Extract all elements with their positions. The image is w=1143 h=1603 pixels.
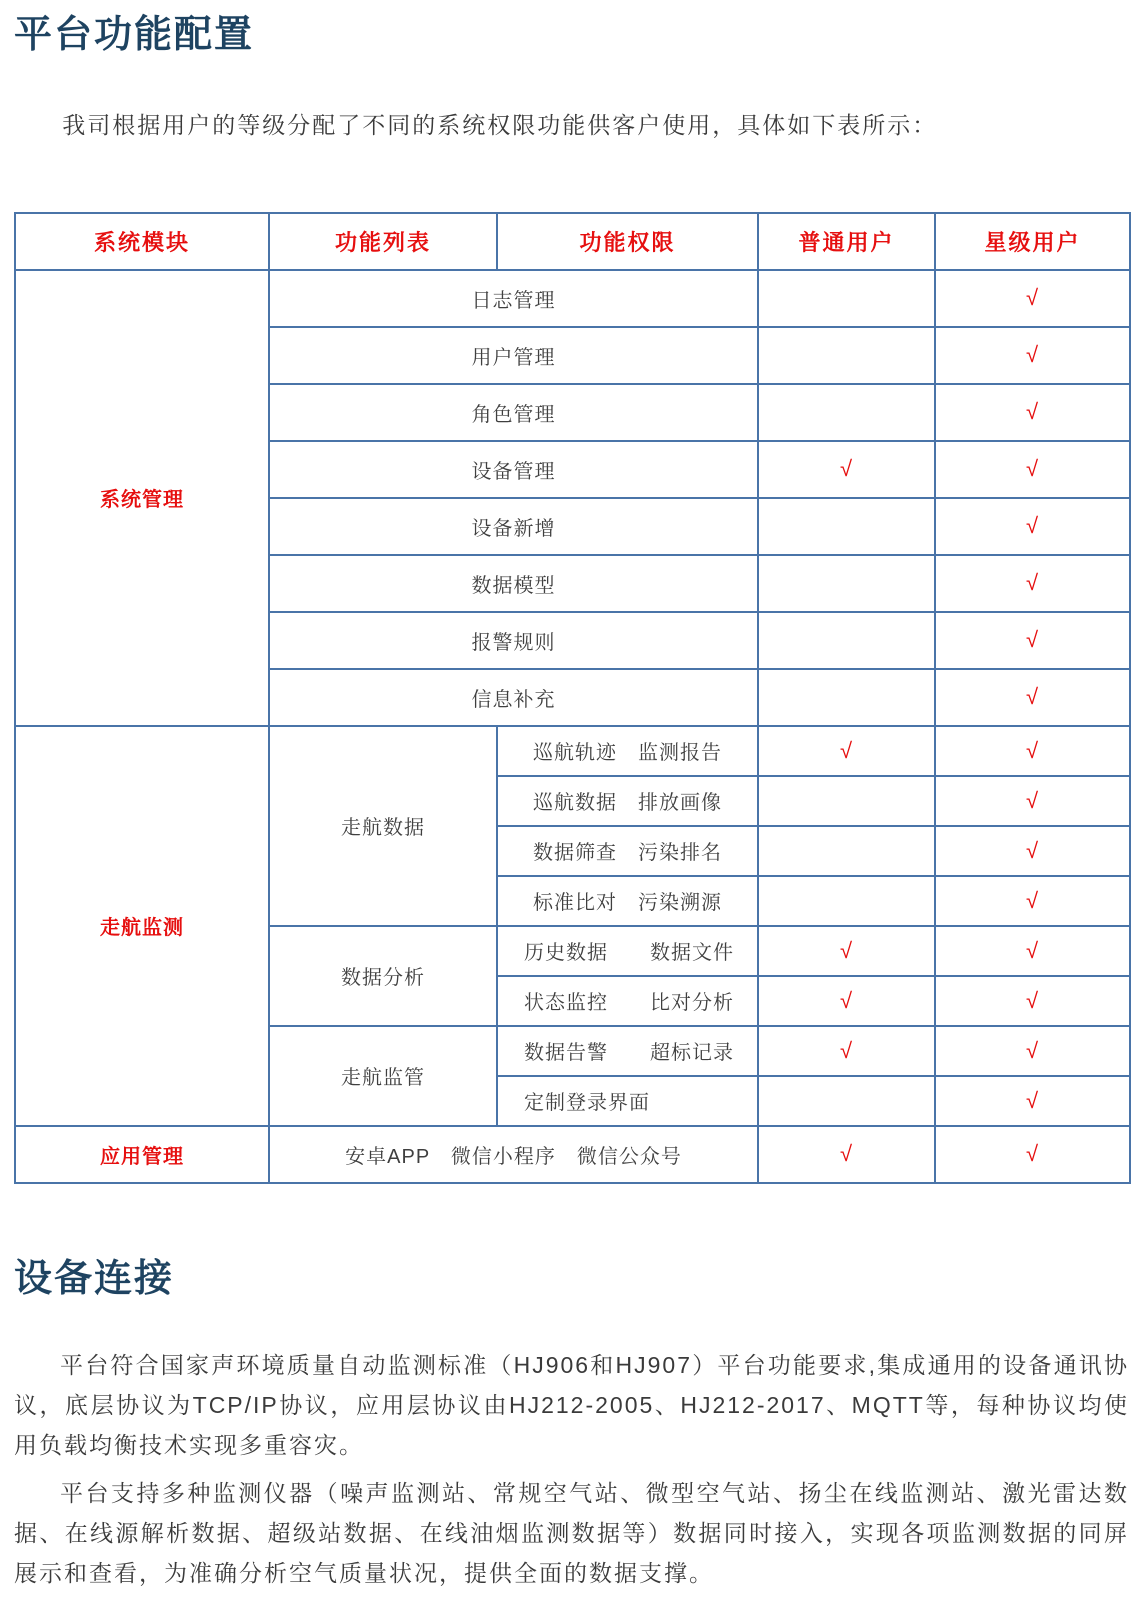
empty-check-cell	[758, 498, 935, 555]
empty-check-cell	[758, 555, 935, 612]
feature-cell: 数据模型	[269, 555, 758, 612]
checkmark-cell: √	[935, 776, 1130, 826]
column-header: 系统模块	[15, 213, 269, 270]
feature-cell: 走航监管	[269, 1026, 497, 1126]
feature-cell: 设备管理	[269, 441, 758, 498]
checkmark-cell: √	[758, 976, 935, 1026]
module-cell: 走航监测	[15, 726, 269, 1126]
checkmark-cell: √	[935, 270, 1130, 327]
intro-paragraph: 我司根据用户的等级分配了不同的系统权限功能供客户使用，具体如下表所示：	[62, 111, 938, 138]
empty-check-cell	[758, 876, 935, 926]
column-header: 功能列表	[269, 213, 497, 270]
feature-cell: 巡航数据 排放画像	[497, 776, 758, 826]
column-header: 星级用户	[935, 213, 1130, 270]
empty-check-cell	[758, 384, 935, 441]
feature-cell: 信息补充	[269, 669, 758, 726]
checkmark-cell: √	[758, 726, 935, 776]
checkmark-cell: √	[935, 612, 1130, 669]
column-header: 功能权限	[497, 213, 758, 270]
checkmark-cell: √	[758, 1026, 935, 1076]
section-title-platform-config: 平台功能配置	[14, 14, 255, 56]
empty-check-cell	[758, 776, 935, 826]
feature-cell: 数据分析	[269, 926, 497, 1026]
checkmark-cell: √	[935, 926, 1130, 976]
checkmark-cell: √	[935, 498, 1130, 555]
device-paragraph-1: 平台符合国家声环境质量自动监测标准（HJ906和HJ907）平台功能要求,集成通用的设备通讯协议，底层协议为TCP/IP协议，应用层协议由HJ212-2005、HJ212-2017、MQTT等，每种协议均使用负载均衡技术实现多重容灾。	[14, 1352, 1129, 1459]
feature-cell: 状态监控 比对分析	[497, 976, 758, 1026]
checkmark-cell: √	[935, 555, 1130, 612]
feature-cell: 巡航轨迹 监测报告	[497, 726, 758, 776]
feature-cell: 角色管理	[269, 384, 758, 441]
feature-cell: 走航数据	[269, 726, 497, 926]
module-cell: 应用管理	[15, 1126, 269, 1183]
empty-check-cell	[758, 612, 935, 669]
checkmark-cell: √	[935, 384, 1130, 441]
column-header: 普通用户	[758, 213, 935, 270]
feature-cell: 报警规则	[269, 612, 758, 669]
permissions-table-body	[15, 270, 1130, 1183]
feature-cell: 标准比对 污染溯源	[497, 876, 758, 926]
checkmark-cell: √	[935, 726, 1130, 776]
feature-cell: 安卓APP 微信小程序 微信公众号	[269, 1126, 758, 1183]
feature-cell: 日志管理	[269, 270, 758, 327]
permissions-table-header-row	[15, 213, 1130, 270]
feature-cell: 数据筛查 污染排名	[497, 826, 758, 876]
checkmark-cell: √	[935, 1076, 1130, 1126]
empty-check-cell	[758, 826, 935, 876]
table-row	[15, 270, 1130, 327]
permissions-table	[14, 212, 1131, 1184]
feature-cell: 用户管理	[269, 327, 758, 384]
empty-check-cell	[758, 270, 935, 327]
table-row	[15, 1126, 1130, 1183]
feature-cell: 设备新增	[269, 498, 758, 555]
checkmark-cell: √	[758, 926, 935, 976]
table-row	[15, 726, 1130, 776]
checkmark-cell: √	[935, 1026, 1130, 1076]
module-cell: 系统管理	[15, 270, 269, 726]
checkmark-cell: √	[935, 826, 1130, 876]
feature-cell: 数据告警 超标记录	[497, 1026, 758, 1076]
empty-check-cell	[758, 669, 935, 726]
checkmark-cell: √	[758, 441, 935, 498]
checkmark-cell: √	[935, 441, 1130, 498]
checkmark-cell: √	[935, 1126, 1130, 1183]
device-paragraph-2: 平台支持多种监测仪器（噪声监测站、常规空气站、微型空气站、扬尘在线监测站、激光雷达数据、在线源解析数据、超级站数据、在线油烟监测数据等）数据同时接入，实现各项监测数据的同屏展示和查看，为准确分析空气质量状况，提供全面的数据支撑。	[14, 1480, 1129, 1587]
checkmark-cell: √	[935, 669, 1130, 726]
checkmark-cell: √	[935, 327, 1130, 384]
empty-check-cell	[758, 327, 935, 384]
empty-check-cell	[758, 1076, 935, 1126]
checkmark-cell: √	[935, 976, 1130, 1026]
section-title-device-connection: 设备连接	[14, 1257, 175, 1300]
feature-cell: 历史数据 数据文件	[497, 926, 758, 976]
feature-cell: 定制登录界面	[497, 1076, 758, 1126]
checkmark-cell: √	[935, 876, 1130, 926]
checkmark-cell: √	[758, 1126, 935, 1183]
